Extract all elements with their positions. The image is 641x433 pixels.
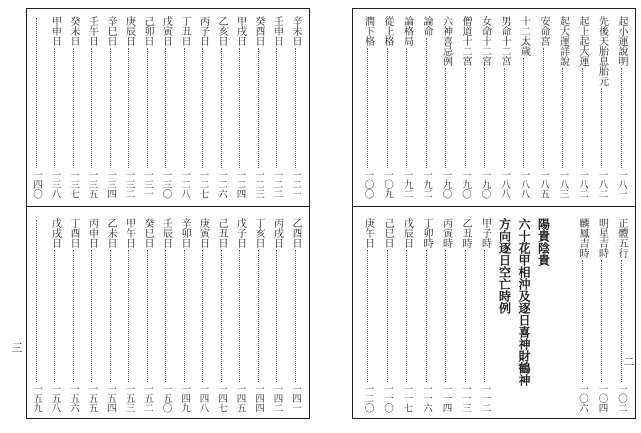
toc-entry-title: 辛巳日 xyxy=(105,16,116,46)
toc-entry xyxy=(48,218,62,412)
toc-entry-title: 丁丑日 xyxy=(179,16,190,46)
toc-entry xyxy=(497,218,511,412)
toc-page-number: 一九〇 xyxy=(460,169,471,198)
toc-page-number: 一八三 xyxy=(557,169,569,198)
toc-page-number: 一〇二 xyxy=(616,383,627,412)
toc-entry-title: 乙丑時 xyxy=(460,218,471,248)
toc-page-number: 一二一 xyxy=(290,169,301,198)
toc-entry-title: 明星吉時 xyxy=(596,218,608,258)
right-page-frame xyxy=(352,8,636,419)
right-page-number: 二 xyxy=(622,356,635,367)
toc-leader-dots xyxy=(54,48,55,168)
toc-page-number: 一一三 xyxy=(460,383,471,412)
toc-leader-dots xyxy=(276,48,277,168)
toc-leader-dots xyxy=(184,250,185,382)
toc-page-number: 一一六 xyxy=(421,383,432,412)
toc-leader-dots xyxy=(73,250,74,382)
toc-entry-title: 六十花甲相沖及逐日喜神財鶴神 xyxy=(517,218,531,386)
toc-leader-dots xyxy=(562,68,563,168)
toc-page-number: 一八一 xyxy=(616,169,627,198)
toc-entry-title: 辛卯日 xyxy=(179,218,190,248)
toc-entry-title: 庚午日 xyxy=(362,218,374,248)
toc-entry xyxy=(361,218,375,412)
toc-leader-dots xyxy=(387,48,388,168)
toc-page-number: 一五八 xyxy=(49,383,61,412)
toc-entry xyxy=(48,16,62,198)
toc-page-number: 一〇四 xyxy=(596,383,608,412)
toc-entry xyxy=(251,218,265,412)
toc-page-number: 一九〇 xyxy=(440,169,452,198)
toc-page-number: 一八二 xyxy=(577,169,588,198)
toc-entry xyxy=(233,218,247,412)
toc-entry xyxy=(122,218,136,412)
toc-page-number: 一八八 xyxy=(518,169,530,198)
toc-entry-title: 己巳日 xyxy=(382,218,393,248)
toc-entry xyxy=(595,16,609,198)
toc-leader-dots xyxy=(406,250,407,382)
toc-page-number: 一四一 xyxy=(290,383,301,412)
toc-entry xyxy=(214,16,228,198)
toc-page-number: 一四五 xyxy=(234,383,246,412)
toc-page-number: 一五三 xyxy=(123,383,135,412)
toc-entry-title: 甲子時 xyxy=(479,218,491,248)
toc-entry-title: 甲戌日 xyxy=(234,16,246,46)
toc-entry xyxy=(288,16,302,198)
toc-entry xyxy=(251,16,265,198)
toc-entry-title: 十二太歲 xyxy=(518,16,530,56)
right-page-divider xyxy=(352,206,636,207)
toc-entry-title: 丙寅時 xyxy=(440,218,452,248)
toc-entry-title: 甲申日 xyxy=(49,16,61,46)
toc-entry xyxy=(478,16,492,198)
toc-leader-dots xyxy=(36,220,37,382)
toc-entry xyxy=(85,16,99,198)
toc-leader-dots xyxy=(367,250,368,382)
toc-page-number: 一四九 xyxy=(179,383,190,412)
toc-entry xyxy=(177,218,191,412)
toc-page-number: 一二三 xyxy=(253,169,264,198)
toc-entry xyxy=(536,218,550,412)
toc-entry-title: 論格局 xyxy=(401,16,413,46)
toc-leader-dots xyxy=(128,48,129,168)
toc-page-number: 一三四 xyxy=(105,169,116,198)
toc-leader-dots xyxy=(91,250,92,382)
toc-entry-title: 六神喜忌例 xyxy=(440,16,452,66)
toc-entry xyxy=(66,16,80,198)
toc-entry-title: 丙申日 xyxy=(86,218,98,248)
toc-entry xyxy=(196,16,210,198)
toc-leader-dots xyxy=(465,250,466,382)
toc-leader-dots xyxy=(73,48,74,168)
toc-entry xyxy=(66,218,80,412)
toc-leader-dots xyxy=(147,48,148,168)
toc-entry xyxy=(400,16,414,198)
toc-entry-title: 壬申日 xyxy=(271,16,283,46)
toc-entry xyxy=(458,16,472,198)
toc-page-number: 一四二 xyxy=(271,383,283,412)
toc-entry xyxy=(214,218,228,412)
toc-leader-dots xyxy=(221,48,222,168)
right-page xyxy=(352,8,636,419)
toc-entry-title: 丁酉日 xyxy=(68,218,79,248)
toc-leader-dots xyxy=(582,68,583,168)
toc-entry xyxy=(140,16,154,198)
toc-leader-dots xyxy=(258,250,259,382)
toc-page-number: 一五二 xyxy=(142,383,153,412)
toc-page-number: 一四八 xyxy=(197,383,209,412)
toc-page-number: 一九二 xyxy=(421,169,432,198)
toc-leader-dots xyxy=(601,260,602,382)
toc-entry xyxy=(380,16,394,198)
toc-page-number: 一五五 xyxy=(86,383,98,412)
toc-entry-title: 論命 xyxy=(421,16,432,36)
toc-page-number: 一三五 xyxy=(86,169,98,198)
toc-leader-dots xyxy=(147,250,148,382)
left-page-number: 三 xyxy=(10,342,23,353)
toc-page-number: 一三八 xyxy=(49,169,61,198)
toc-entry-title: 壬午日 xyxy=(86,16,98,46)
toc-page-number: 一二八 xyxy=(179,169,190,198)
toc-entry xyxy=(419,218,433,412)
toc-leader-dots xyxy=(484,68,485,168)
toc-entry-title: 己卯日 xyxy=(142,16,153,46)
toc-leader-dots xyxy=(295,250,296,382)
toc-entry xyxy=(458,218,472,412)
toc-entry-title: 丙戌日 xyxy=(271,218,283,248)
toc-leader-dots xyxy=(543,48,544,168)
toc-entry xyxy=(85,218,99,412)
toc-entry-title: 起小運說明 xyxy=(616,16,627,66)
toc-page-number: 一一二 xyxy=(479,383,491,412)
toc-entry-title: 丁亥日 xyxy=(253,218,264,248)
toc-page-number: 一一四 xyxy=(440,383,452,412)
toc-page-number: 一二〇 xyxy=(362,383,374,412)
toc-page-number: 一九二 xyxy=(401,169,413,198)
toc-page-number: 一二四 xyxy=(234,169,246,198)
toc-entry xyxy=(439,218,453,412)
toc-leader-dots xyxy=(445,250,446,382)
toc-page-number: 一八五 xyxy=(538,169,549,198)
toc-page-number: 一三二 xyxy=(123,169,135,198)
toc-entry xyxy=(29,218,43,412)
toc-page-number: 一二二 xyxy=(271,169,283,198)
toc-entry xyxy=(439,16,453,198)
toc-leader-dots xyxy=(445,68,446,168)
toc-entry xyxy=(270,16,284,198)
toc-entry xyxy=(497,16,511,198)
toc-entry xyxy=(122,16,136,198)
left-page xyxy=(26,8,310,419)
toc-leader-dots xyxy=(295,48,296,168)
toc-leader-dots xyxy=(165,250,166,382)
toc-page-number: 一五九 xyxy=(31,383,42,412)
toc-entry-title: 癸未日 xyxy=(68,16,79,46)
toc-entry xyxy=(159,16,173,198)
toc-page-number: 一四七 xyxy=(216,383,227,412)
toc-page-number: 一八二 xyxy=(596,169,608,198)
toc-entry xyxy=(517,16,531,198)
toc-entry-title: 方向逐日空亡時例 xyxy=(497,218,512,314)
toc-entry xyxy=(29,16,43,198)
toc-entry xyxy=(233,16,247,198)
toc-leader-dots xyxy=(582,260,583,382)
toc-entry xyxy=(103,16,117,198)
toc-entry-title: 潤下格 xyxy=(362,16,374,46)
toc-page-number: 一三〇 xyxy=(160,169,172,198)
toc-entry-title: 丙子日 xyxy=(197,16,209,46)
toc-leader-dots xyxy=(426,250,427,382)
toc-entry-title: 戊寅日 xyxy=(160,16,172,46)
toc-page-number: 一四〇 xyxy=(31,169,42,198)
toc-leader-dots xyxy=(523,58,524,168)
toc-entry-title: 戊子日 xyxy=(234,218,246,248)
toc-page-number: 一二六 xyxy=(216,169,227,198)
toc-entry-title: 甲午日 xyxy=(123,218,135,248)
toc-leader-dots xyxy=(54,250,55,382)
toc-leader-dots xyxy=(91,48,92,168)
toc-entry-title: 癸巳日 xyxy=(142,218,153,248)
toc-entry-title: 庚辰日 xyxy=(123,16,135,46)
toc-page-number: 一九〇 xyxy=(479,169,491,198)
toc-leader-dots xyxy=(504,68,505,168)
toc-entry xyxy=(536,16,550,198)
toc-leader-dots xyxy=(202,250,203,382)
toc-entry-title: 己丑日 xyxy=(216,218,227,248)
toc-entry xyxy=(140,218,154,412)
toc-entry-title: 戊戌日 xyxy=(49,218,61,248)
toc-page-number: 一〇〇 xyxy=(362,169,374,198)
toc-entry xyxy=(288,218,302,412)
toc-entry-title: 癸酉日 xyxy=(253,16,264,46)
toc-entry-title: 從上格 xyxy=(382,16,393,46)
toc-entry-title: 壬辰日 xyxy=(160,218,172,248)
toc-entry xyxy=(159,218,173,412)
toc-leader-dots xyxy=(36,18,37,168)
toc-leader-dots xyxy=(276,250,277,382)
toc-entry xyxy=(419,16,433,198)
toc-entry xyxy=(556,16,570,198)
toc-entry xyxy=(361,16,375,198)
toc-leader-dots xyxy=(406,48,407,168)
toc-leader-dots xyxy=(239,48,240,168)
toc-entry-title: 庚寅日 xyxy=(197,218,209,248)
toc-entry-title: 正體五行 xyxy=(616,218,627,258)
toc-page-number: 一四四 xyxy=(253,383,264,412)
toc-entry-title: 女命十二宮 xyxy=(479,16,491,66)
toc-entry-title: 乙酉日 xyxy=(290,218,301,248)
toc-entry-title: 男命十二宮 xyxy=(499,16,510,66)
toc-leader-dots xyxy=(484,250,485,382)
toc-entry xyxy=(575,16,589,198)
toc-page-number: 一三七 xyxy=(68,169,79,198)
toc-page-number: 一二七 xyxy=(197,169,209,198)
toc-page-number: 一〇六 xyxy=(577,383,588,412)
toc-leader-dots xyxy=(110,250,111,382)
toc-entry-title: 乙未日 xyxy=(105,218,116,248)
toc-entry-title: 陽貴陰貴 xyxy=(536,218,551,266)
left-page-divider xyxy=(26,206,310,207)
toc-leader-dots xyxy=(387,250,388,382)
toc-leader-dots xyxy=(110,48,111,168)
toc-leader-dots xyxy=(128,250,129,382)
toc-entry-title: 麟鳳吉時 xyxy=(577,218,588,258)
toc-leader-dots xyxy=(601,88,602,168)
toc-entry xyxy=(196,218,210,412)
toc-entry-title: 乙亥日 xyxy=(216,16,227,46)
toc-page-number: 一一七 xyxy=(401,383,413,412)
toc-entry xyxy=(556,218,570,412)
toc-entry-title: 戊辰日 xyxy=(401,218,413,248)
toc-entry-title: 起上起大運 xyxy=(577,16,588,66)
toc-entry xyxy=(614,218,628,412)
toc-entry xyxy=(270,218,284,412)
toc-leader-dots xyxy=(165,48,166,168)
toc-entry xyxy=(614,16,628,198)
toc-page-number: 一五〇 xyxy=(160,383,172,412)
toc-entry-title: 辛未日 xyxy=(290,16,301,46)
toc-leader-dots xyxy=(221,250,222,382)
toc-entry-title: 先後天胎息胎元 xyxy=(596,16,608,86)
toc-leader-dots xyxy=(465,68,466,168)
toc-entry xyxy=(103,218,117,412)
toc-page-number: 一八八 xyxy=(499,169,510,198)
toc-entry xyxy=(595,218,609,412)
toc-page-number: 一五四 xyxy=(105,383,116,412)
toc-entry xyxy=(517,218,531,412)
toc-leader-dots xyxy=(239,250,240,382)
toc-entry-title: 丁卯時 xyxy=(421,218,432,248)
toc-leader-dots xyxy=(184,48,185,168)
toc-entry-title: 安命宮 xyxy=(538,16,549,46)
toc-page-number: 一三一 xyxy=(142,169,153,198)
toc-page-number: 一〇九 xyxy=(382,169,393,198)
toc-entry-title: 起大運詳說 xyxy=(557,16,569,66)
toc-leader-dots xyxy=(367,48,368,168)
toc-entry xyxy=(380,218,394,412)
toc-entry xyxy=(177,16,191,198)
toc-entry xyxy=(575,218,589,412)
toc-leader-dots xyxy=(426,38,427,168)
toc-leader-dots xyxy=(258,48,259,168)
toc-entry xyxy=(478,218,492,412)
toc-page-number: 一一〇 xyxy=(382,383,393,412)
toc-leader-dots xyxy=(202,48,203,168)
toc-entry xyxy=(400,218,414,412)
toc-leader-dots xyxy=(621,68,622,168)
toc-entry-title: 僧道十二宮 xyxy=(460,16,471,66)
toc-page-number: 一五六 xyxy=(68,383,79,412)
